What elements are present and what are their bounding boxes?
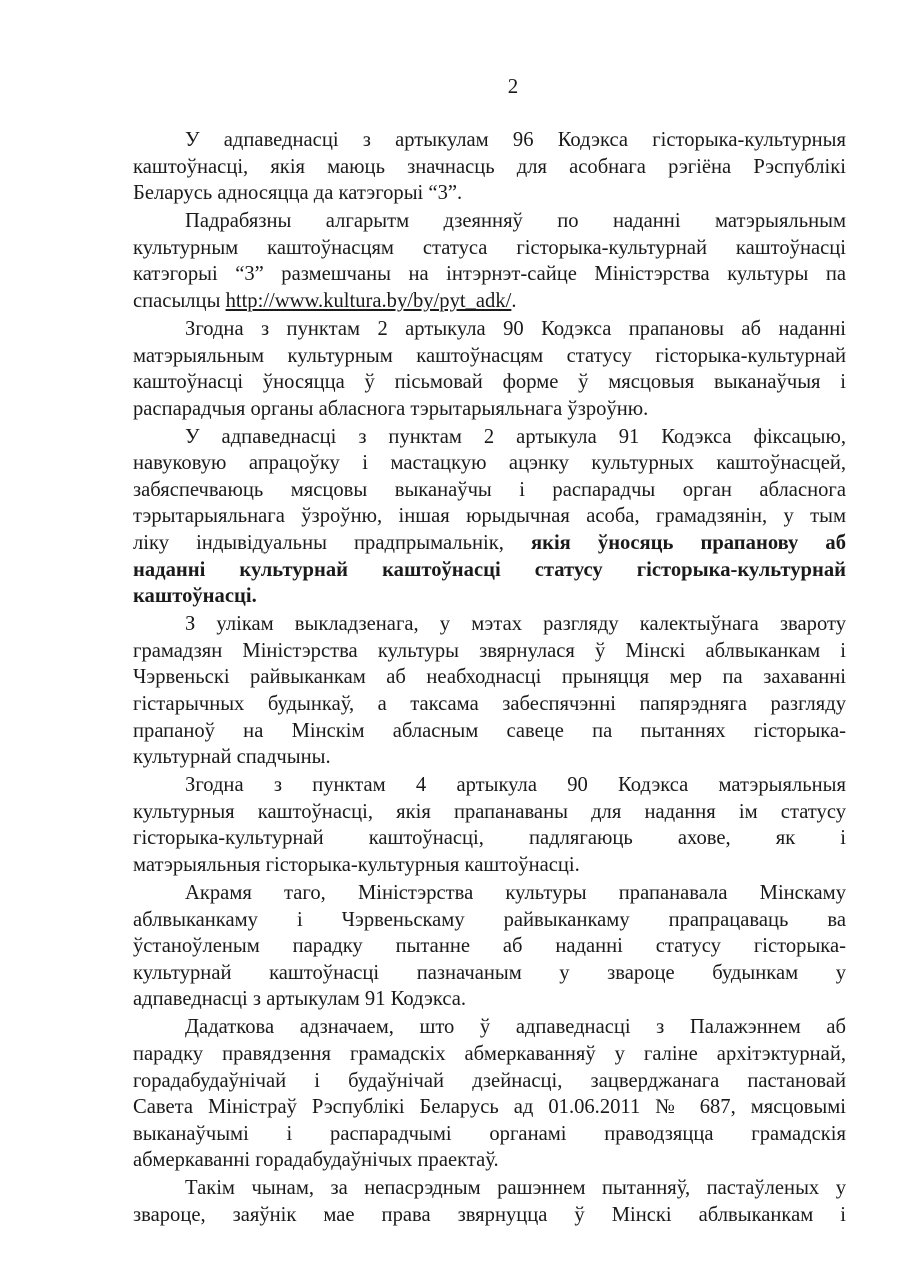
text: каштоўнасці ўносяцца ў пісьмовай форме ў мясцовыя выканаўчыя і xyxy=(133,371,846,394)
text: . xyxy=(511,289,517,312)
text-line xyxy=(133,852,846,879)
text-line xyxy=(133,288,846,315)
bold-text: каштоўнасці. xyxy=(133,585,257,608)
text-line xyxy=(133,611,846,638)
text-line xyxy=(133,557,846,584)
text-line xyxy=(133,744,846,771)
text: распарадчыя органы абласнога тэрытарыяльнага ўзроўню. xyxy=(133,397,649,420)
paragraph xyxy=(133,880,846,1013)
paragraph xyxy=(133,772,846,878)
text-line xyxy=(133,316,846,343)
paragraph xyxy=(133,316,846,422)
text: гісторыка-культурнай каштоўнасці, падлягаюць ахове, як і xyxy=(133,827,846,850)
text-line xyxy=(133,261,846,288)
paragraph xyxy=(133,1175,846,1228)
text: навуковую апрацоўку і мастацкую ацэнку культурных каштоўнасцей, xyxy=(133,452,846,475)
document-body xyxy=(133,127,846,1230)
text: культурныя каштоўнасці, якія прапанаваны для надання ім статусу xyxy=(133,800,846,823)
text-line xyxy=(133,960,846,987)
text: Акрамя таго, Міністэрства культуры прапанавала Мінскаму xyxy=(185,881,846,904)
text: забяспечваюць мясцовы выканаўчы і распарадчы орган абласнога xyxy=(133,478,846,501)
text: ўстаноўленым парадку пытанне аб наданні статусу гісторыка- xyxy=(133,935,846,958)
text-line xyxy=(133,638,846,665)
text-line xyxy=(133,180,846,207)
text: спасылцы xyxy=(133,289,226,312)
text: грамадзян Міністэрства культуры звярнулася ў Мінскі аблвыканкам і xyxy=(133,639,846,662)
text: У адпаведнасці з пунктам 2 артыкула 91 Кодэкса фіксацыю, xyxy=(185,425,846,448)
text-line xyxy=(133,1147,846,1174)
text-line xyxy=(133,503,846,530)
text: Згодна з пунктам 2 артыкула 90 Кодэкса прапановы аб наданні xyxy=(185,317,846,340)
text-line xyxy=(133,235,846,262)
url-link[interactable]: http://www.kultura.by/by/pyt_adk/ xyxy=(225,289,512,312)
text: Такім чынам, за непасрэдным рашэннем пытанняў, пастаўленых у xyxy=(185,1177,846,1200)
text-line xyxy=(133,907,846,934)
text-line xyxy=(133,530,846,557)
paragraph xyxy=(133,1014,846,1174)
bold-text: наданні культурнай каштоўнасці статусу гісторыка-культурнай xyxy=(133,558,846,581)
text-line xyxy=(133,1041,846,1068)
text: У адпаведнасці з артыкулам 96 Кодэкса гісторыка-культурныя xyxy=(185,129,846,151)
text: Згодна з пунктам 4 артыкула 90 Кодэкса матэрыяльныя xyxy=(185,774,846,797)
text: Савета Міністраў Рэспублікі Беларусь ад 01.06.2011 № 687, мясцовымі xyxy=(133,1096,846,1119)
text-line xyxy=(133,825,846,852)
text: абмеркаванні горадабудаўнічых праектаў. xyxy=(133,1149,499,1172)
text: выканаўчымі і распарадчымі органамі праводзяцца грамадскія xyxy=(133,1122,846,1145)
text: ліку індывідуальны прадпрымальнік, xyxy=(133,532,531,555)
paragraph xyxy=(133,611,846,771)
paragraph xyxy=(133,208,846,314)
text: гістарычных будынкаў, а таксама забеспячэнні папярэдняга разгляду xyxy=(133,693,846,716)
text: катэгорыі “3” размешчаны на інтэрнэт-сайце Міністэрства культуры па xyxy=(133,263,846,286)
text: парадку правядзення грамадскіх абмеркаванняў у галіне архітэктурнай, xyxy=(133,1042,846,1065)
text-line xyxy=(133,880,846,907)
page-number: 2 xyxy=(507,74,519,98)
text-line xyxy=(133,396,846,423)
text: культурным каштоўнасцям статуса гісторыка-культурнай каштоўнасці xyxy=(133,236,846,259)
text: горадабудаўнічай і будаўнічай дзейнасці, зацверджанага пастановай xyxy=(133,1069,846,1092)
text: культурнай спадчыны. xyxy=(133,746,331,769)
text-line xyxy=(133,1094,846,1121)
text-line xyxy=(133,583,846,610)
text: каштоўнасці, якія маюць значнасць для асобнага рэгіёна Рэспублікі xyxy=(133,155,846,178)
text-line xyxy=(133,718,846,745)
paragraph xyxy=(133,127,846,207)
text-line xyxy=(133,343,846,370)
text-line xyxy=(133,664,846,691)
text-line xyxy=(133,772,846,799)
text: матэрыяльныя гісторыка-культурныя каштоўнасці. xyxy=(133,853,580,876)
text-line xyxy=(133,1175,846,1202)
text: прапаноў на Мінскім абласным савеце па пытаннях гісторыка- xyxy=(133,719,846,742)
text-line xyxy=(133,799,846,826)
text-line xyxy=(133,986,846,1013)
text-line xyxy=(133,450,846,477)
text-line xyxy=(133,424,846,451)
text-line xyxy=(133,208,846,235)
text: матэрыяльным культурным каштоўнасцям статусу гісторыка-культурнай xyxy=(133,344,846,367)
text: звароце, заяўнік мае права звярнуцца ў Мінскі аблвыканкам і xyxy=(133,1203,846,1226)
bold-text: якія ўносяць прапанову аб xyxy=(530,532,846,555)
text: культурнай каштоўнасці пазначаным у звароце будынкам у xyxy=(133,961,846,984)
text: тэрытарыяльнага ўзроўню, іншая юрыдычная асоба, грамадзянін, у тым xyxy=(133,505,846,528)
text-line xyxy=(133,1014,846,1041)
paragraph xyxy=(133,424,846,610)
text: Дадаткова адзначаем, што ў адпаведнасці з Палажэннем аб xyxy=(185,1016,846,1039)
text-line xyxy=(133,1068,846,1095)
text: адпаведнасці з артыкулам 91 Кодэкса. xyxy=(133,988,467,1011)
text-line xyxy=(133,369,846,396)
text-line xyxy=(133,154,846,181)
text: Падрабязны алгарытм дзеянняў по наданні матэрыяльным xyxy=(185,210,846,233)
text-line xyxy=(133,691,846,718)
text: аблвыканкаму і Чэрвеньскаму райвыканкаму прапрацаваць ва xyxy=(133,908,846,931)
text-line xyxy=(133,933,846,960)
text-line xyxy=(133,477,846,504)
text: Беларусь адносяцца да катэгорыі “3”. xyxy=(133,182,463,205)
text-line xyxy=(133,1121,846,1148)
text-line xyxy=(133,1202,846,1229)
text-line xyxy=(133,127,846,154)
text: З улікам выкладзенага, у мэтах разгляду калектыўнага звароту xyxy=(185,613,846,636)
text: Чэрвеньскі райвыканкам аб неабходнасці прыняцця мер па захаванні xyxy=(133,666,846,689)
